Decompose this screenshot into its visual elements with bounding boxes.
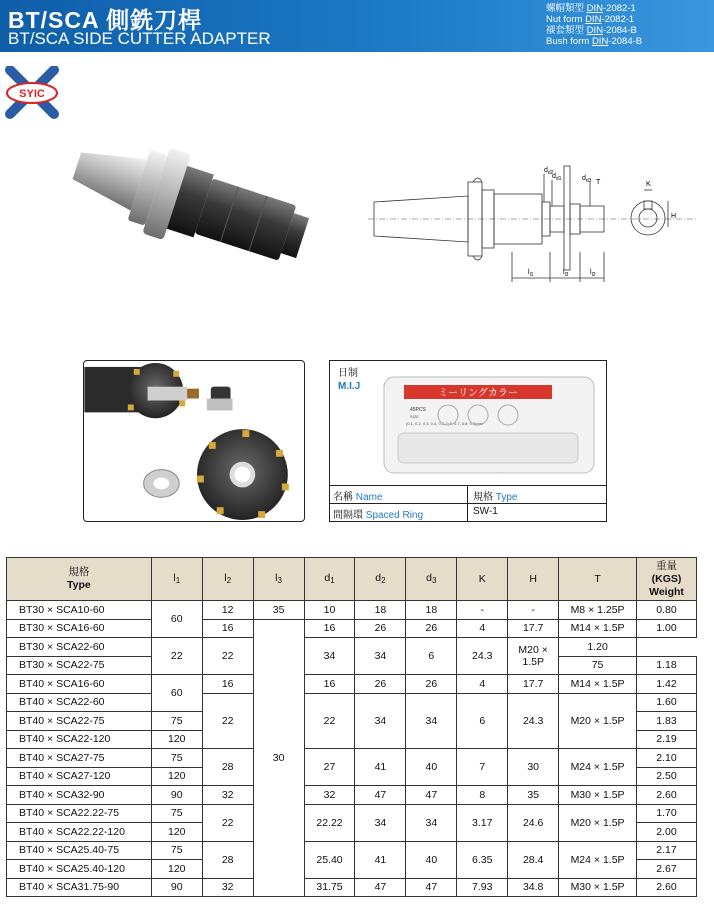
form-line: Bush form DIN-2084-B [546, 36, 643, 47]
svg-text:ll2: $l_{l2}$ [590, 269, 596, 278]
spacer-ring-panel [329, 360, 607, 522]
header-d1: $d_1$ [304, 558, 355, 601]
table-row: BT40 × SCA27-75 75 28 27 41 40 7 30 M24 × 1.5P 2.10 [7, 749, 697, 768]
svg-text:H: H [671, 213, 677, 220]
table-row: BT40 × SCA22.22-120 120 2.00 [7, 823, 697, 842]
header-banner [0, 0, 714, 52]
svg-text:dd3: $d_{d3}$ [582, 175, 592, 184]
made-in-japan-mark: 日制 M.I.J [338, 368, 361, 392]
table-row: BT40 × SCA22-75 75 1.83 [7, 712, 697, 731]
table-row: BT40 × SCA25.40-120 120 2.67 [7, 860, 697, 879]
table-row: BT30 × SCA10-60 60 12 35 10 18 18 - - M8 × 1.25P 0.80 [7, 601, 697, 620]
table-row: BT40 × SCA32-90 90 32 32 47 47 8 35 M30 × 1.5P 2.60 [7, 786, 697, 805]
form-line: 襯套類型 DIN-2084-B [546, 25, 637, 36]
table-row: BT40 × SCA22.22-75 75 22 22.22 34 34 3.17 24.6 M20 × 1.5P 1.70 [7, 804, 697, 823]
syic-logo [4, 66, 60, 122]
svg-text:SYIC: SYIC [19, 88, 45, 100]
spacer-value-row: 間隔環 Spaced Ring SW-1 [330, 503, 606, 521]
header-type: 規格 Type [7, 558, 152, 601]
header-l2: $l_2$ [202, 558, 253, 601]
svg-text:dd1: $d_{d1}$ [552, 173, 562, 182]
header-l1: $l_1$ [151, 558, 202, 601]
spec-table [6, 557, 697, 897]
title-en: BT/SCA SIDE CUTTER ADAPTER [8, 29, 271, 48]
spacer-name-row: 名稱 Name 規格 Type [330, 485, 606, 503]
table-row: BT40 × SCA25.40-75 75 28 25.40 41 40 6.35 28.4 M24 × 1.5P 2.17 [7, 841, 697, 860]
form-standards [546, 3, 642, 47]
table-header-row [7, 558, 697, 601]
table-row: BT30 × SCA22-75 75 1.18 [7, 656, 697, 675]
table-row: BT30 × SCA16-60 16 30 16 26 26 4 17.7 M14 × 1.5P 1.00 [7, 619, 697, 638]
svg-text:ll3: $l_{l3}$ [563, 269, 569, 278]
adapter-photo [58, 118, 328, 308]
svg-text:dd2: $d_{d2}$ [544, 167, 554, 176]
dimension-diagram [368, 160, 698, 290]
svg-text:T: T [596, 179, 601, 186]
header-l3: $l_3$ [253, 558, 304, 601]
svg-text:ミーリングカラー: ミーリングカラー [438, 388, 518, 399]
table-row: BT40 × SCA27-120 120 2.50 [7, 767, 697, 786]
table-row: BT40 × SCA31.75-90 90 32 31.75 47 47 7.93 34.8 M30 × 1.5P 2.60 [7, 878, 697, 897]
header-d2: $d_2$ [355, 558, 406, 601]
svg-text:K: K [646, 181, 651, 188]
cutter-set-photo [83, 360, 305, 522]
header-t: T [559, 558, 637, 601]
table-row: BT40 × SCA22-120 120 2.19 [7, 730, 697, 749]
spacer-ring-package-image [378, 375, 598, 479]
table-row: BT40 × SCA16-60 60 16 16 26 26 4 17.7 M14 × 1.5P 1.42 [7, 675, 697, 694]
form-line: Nut form DIN-2082-1 [546, 14, 635, 25]
table-row: BT40 × SCA22-60 22 22 34 34 6 24.3 M20 × 1.5P 1.60 [7, 693, 697, 712]
svg-text:SIZE: SIZE [410, 414, 419, 419]
table-row: BT30 × SCA22-60 22 22 34 34 6 24.3 M20 × 1.5P 1.20 [7, 638, 697, 657]
header-d3: $d_3$ [406, 558, 457, 601]
header-weight: 重量 (KGS) Weight [637, 558, 697, 601]
title-cn: BT/SCA 側銑刀桿 [8, 7, 203, 33]
form-line: 螺帽類型 DIN-2082-1 [546, 3, 636, 14]
svg-text:ll1: $l_{l1}$ [528, 269, 534, 278]
header-h: H [508, 558, 559, 601]
svg-text:45PCS: 45PCS [410, 407, 426, 413]
header-k: K [457, 558, 508, 601]
svg-text:(0.1, 0.2, 0.3, 0.4, 0.5, 0.6,: (0.1, 0.2, 0.3, 0.4, 0.5, 0.6, 0.7, 0.8, 0.9)mm [406, 421, 484, 426]
